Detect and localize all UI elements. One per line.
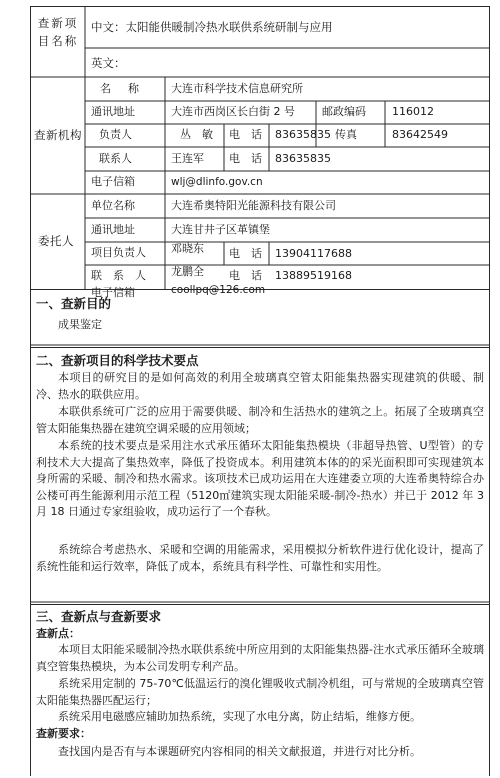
novelty-points-label: 查新点： xyxy=(36,627,80,640)
agency-name-label: 名 称 xyxy=(100,82,142,95)
client-pm: 邓晓东 xyxy=(171,242,204,255)
project-name-cn: 中文：太阳能供暖制冷热水联供系统研制与应用 xyxy=(91,20,333,34)
agency-contact-phone-label: 电 话 xyxy=(229,152,262,165)
agency-fax: 83642549 xyxy=(392,128,448,141)
agency-contact-label: 联系人 xyxy=(99,152,132,165)
client-pm-phone: 13904117688 xyxy=(275,247,352,260)
tech-points-para-1: 本项目的研究目的是如何高效的利用全玻璃真空管太阳能集热器实现建筑的供暖、制冷、热水的联供应用。 xyxy=(36,371,484,401)
section-novelty-title: 三、查新点与查新要求 xyxy=(36,609,162,624)
tech-points-para-3: 本系统的技术要点是采用注水式承压循环太阳能集热模块（非超导热管、U型管）的专利技术大大提高了集热效率，降低了投资成本。利用建筑本体的的采光面积即可实现建筑本身所需的采暖、制冷和热水需求。该项技术已成功运用在大连建委立项的大连希奥特综合办公楼可再生能源利用示范工程（5120㎡建筑实现太阳能采暖-制冷-热水）并已于 2012 年 3 月 18 日通过专家组验收，成功运行了一个春秋。 xyxy=(36,439,484,519)
client-email-label: 电子信箱 xyxy=(91,286,135,299)
section-tech-points-title: 二、查新项目的科学技术要点 xyxy=(36,353,199,368)
client-contact-label: 联 系 人 xyxy=(91,269,146,282)
agency-contact-phone: 83635835 xyxy=(275,152,331,165)
novelty-requirement-label: 查新要求： xyxy=(36,727,91,740)
agency-contact: 王连军 xyxy=(171,152,204,165)
client-email: coollpq@126.com xyxy=(171,284,266,296)
novelty-point-3: 系统采用电磁感应辅助加热系统，实现了水电分离，防止结垢，维修方便。 xyxy=(58,710,421,723)
client-pm-label: 项目负责人 xyxy=(91,246,146,259)
agency-name: 大连市科学技术信息研究所 xyxy=(171,82,303,95)
client-contact-phone-label: 电 话 xyxy=(229,269,262,282)
tech-points-para-4: 系统综合考虑热水、采暖和空调的用能需求，采用模拟分析软件进行优化设计，提高了系统性能和运行效率，降低了成本，系统具有科学性、可靠性和实用性。 xyxy=(36,543,484,573)
agency-fax-label: 传真 xyxy=(335,128,357,141)
client-contact: 龙鹏全 xyxy=(171,265,204,278)
client-label: 委托人 xyxy=(38,234,74,248)
report-page xyxy=(30,6,490,776)
client-unit-label: 单位名称 xyxy=(91,199,135,212)
section-purpose-title: 一、查新目的 xyxy=(36,296,112,311)
tech-points-para-2: 本联供系统可广泛的应用于需要供暖、制冷和生活热水的建筑之上。拓展了全玻璃真空管太阳能集热器在建筑空调采暖的应用领域； xyxy=(36,405,484,435)
agency-post-label: 邮政编码 xyxy=(322,105,366,118)
agency-head: 丛 敏 xyxy=(180,128,213,141)
section-purpose-body: 成果鉴定 xyxy=(58,318,102,331)
project-name-label: 查新项目名称 xyxy=(37,16,79,48)
agency-head-label: 负责人 xyxy=(99,128,132,141)
agency-phone-label: 电 话 xyxy=(229,128,262,141)
agency-label: 查新机构 xyxy=(34,128,82,142)
client-unit: 大连希奥特阳光能源科技有限公司 xyxy=(171,199,336,212)
agency-email: wlj@dlinfo.gov.cn xyxy=(171,176,263,188)
client-contact-phone: 13889519168 xyxy=(275,269,352,282)
client-addr: 大连甘井子区革镇堡 xyxy=(171,223,270,236)
agency-addr-label: 通讯地址 xyxy=(91,105,135,118)
novelty-point-1: 本项目太阳能采暖制冷热水联供系统中所应用到的太阳能集热器-注水式承压循环全玻璃真空管集热模块，为本公司发明专利产品。 xyxy=(36,643,484,673)
novelty-requirement: 查找国内是否有与本课题研究内容相同的相关文献报道，并进行对比分析。 xyxy=(58,745,421,758)
agency-post: 116012 xyxy=(392,105,434,118)
client-phone-label: 电 话 xyxy=(229,247,262,260)
agency-email-label: 电子信箱 xyxy=(91,175,135,188)
project-name-en: 英文： xyxy=(91,56,126,70)
client-addr-label: 通讯地址 xyxy=(91,223,135,236)
novelty-point-2: 系统采用定制的 75-70℃低温运行的溴化锂吸收式制冷机组，可与常规的全玻璃真空管太阳能集热器匹配运行； xyxy=(36,677,484,707)
agency-addr: 大连市西岗区长白街 2 号 xyxy=(171,105,295,118)
agency-head-phone: 83635835 xyxy=(275,128,331,141)
